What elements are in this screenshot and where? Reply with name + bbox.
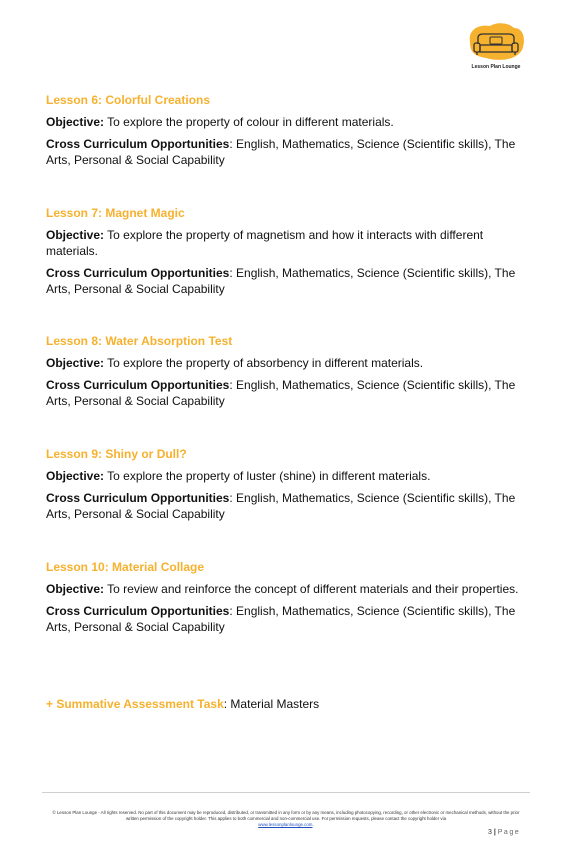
- page-label: Page: [497, 829, 521, 836]
- cross-curriculum-label: Cross Curriculum Opportunities: [46, 604, 230, 618]
- page-separator: |: [491, 829, 498, 836]
- lesson-title: Lesson 6: Colorful Creations: [46, 93, 211, 107]
- brand-logo: [464, 22, 528, 74]
- summative-assessment: [46, 696, 319, 712]
- lesson-objective: [46, 581, 526, 597]
- lesson-cross-curriculum: [46, 265, 526, 297]
- cross-curriculum-label: Cross Curriculum Opportunities: [46, 378, 230, 392]
- summative-value: : Material Masters: [223, 697, 320, 711]
- footer-copyright: [48, 810, 524, 828]
- website-link[interactable]: www.lessonplanlounge.com: [258, 822, 313, 827]
- lesson-cross-curriculum: [46, 603, 526, 635]
- lesson-objective: [46, 114, 526, 130]
- objective-label: Objective:: [46, 228, 105, 242]
- lesson-cross-curriculum: [46, 377, 526, 409]
- lesson-8: [46, 333, 526, 415]
- cross-curriculum-text: : English, Mathematics, Science (Scientific skills), The Arts, Personal & Social Capability: [46, 378, 516, 408]
- lesson-title: Lesson 10: Material Collage: [46, 560, 205, 574]
- lesson-7: [46, 205, 526, 303]
- lesson-cross-curriculum: [46, 490, 526, 522]
- sofa-icon: [464, 22, 528, 64]
- cross-curriculum-label: Cross Curriculum Opportunities: [46, 266, 230, 280]
- objective-label: Objective:: [46, 356, 105, 370]
- page-number: [488, 829, 520, 836]
- lesson-objective: [46, 227, 526, 259]
- objective-text: To explore the property of colour in different materials.: [104, 115, 394, 129]
- summative-label: + Summative Assessment Task: [46, 697, 224, 711]
- lesson-9: [46, 446, 526, 528]
- lesson-10: [46, 559, 526, 641]
- objective-label: Objective:: [46, 469, 105, 483]
- lesson-6: [46, 92, 526, 174]
- cross-curriculum-text: : English, Mathematics, Science (Scientific skills), The Arts, Personal & Social Capability: [46, 137, 516, 167]
- objective-text: To explore the property of magnetism and how it interacts with different materials.: [46, 228, 484, 258]
- objective-text: To explore the property of luster (shine) in different materials.: [104, 469, 431, 483]
- cross-curriculum-text: : English, Mathematics, Science (Scientific skills), The Arts, Personal & Social Capability: [46, 604, 516, 634]
- lesson-title: Lesson 9: Shiny or Dull?: [46, 447, 187, 461]
- lesson-objective: [46, 468, 526, 484]
- lesson-objective: [46, 355, 526, 371]
- objective-label: Objective:: [46, 115, 105, 129]
- page-number-value: 3: [488, 829, 492, 836]
- link-suffix: .: [312, 822, 314, 827]
- cross-curriculum-label: Cross Curriculum Opportunities: [46, 137, 230, 151]
- objective-text: To review and reinforce the concept of different materials and their properties.: [104, 582, 519, 596]
- lesson-cross-curriculum: [46, 136, 526, 168]
- cross-curriculum-text: : English, Mathematics, Science (Scientific skills), The Arts, Personal & Social Capability: [46, 266, 516, 296]
- cross-curriculum-label: Cross Curriculum Opportunities: [46, 491, 230, 505]
- footer-divider: [42, 792, 530, 793]
- objective-text: To explore the property of absorbency in different materials.: [104, 356, 424, 370]
- lesson-title: Lesson 7: Magnet Magic: [46, 206, 185, 220]
- cross-curriculum-text: : English, Mathematics, Science (Scientific skills), The Arts, Personal & Social Capability: [46, 491, 516, 521]
- logo-text: Lesson Plan Lounge: [471, 64, 521, 70]
- lesson-title: Lesson 8: Water Absorption Test: [46, 334, 233, 348]
- copyright-text: © Lesson Plan Lounge - All rights reserved. No part of this document may be reproduced, distributed, or transmitted in any form or by any means, including photocopying, recording, or other electronic or mechanical methods, without the prior written permission of the copyright holder. This applies to both commercial and non-commercial use. For permission requests, please contact the copyright holder via: [52, 810, 520, 821]
- objective-label: Objective:: [46, 582, 105, 596]
